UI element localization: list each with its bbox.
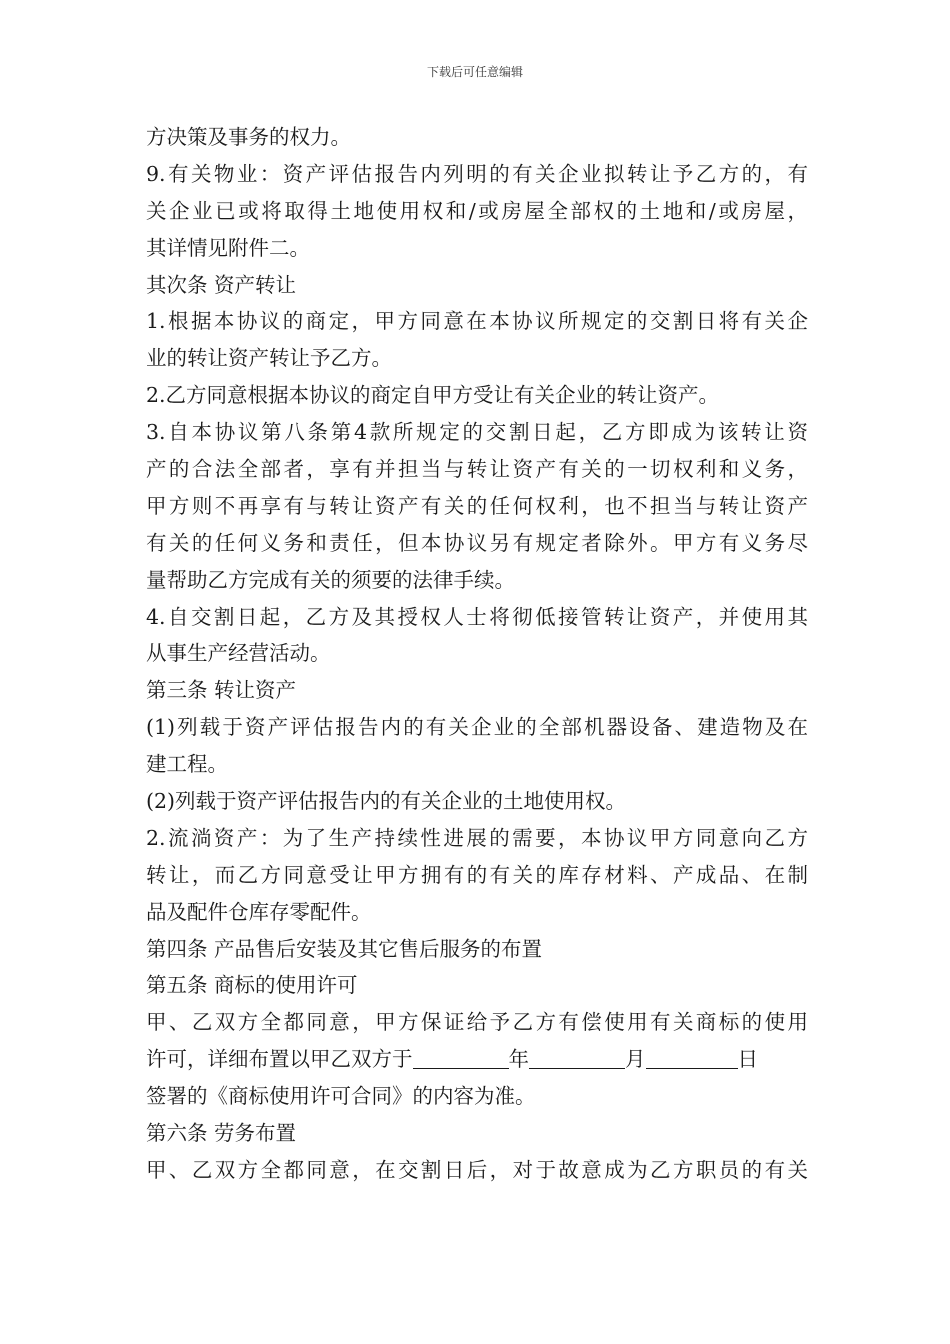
day-blank: [646, 1046, 738, 1069]
text-line-20: 2.流淌资产：为了生产持续性进展的需要，本协议甲方同意向乙方: [146, 825, 808, 850]
section-heading-6: 第六条 劳务布置: [146, 1121, 297, 1146]
page-header-note: 下载后可任意编辑: [426, 65, 523, 79]
text-line-10: 产的合法全部者，享有并担当与转让资产有关的一切权利和义务，: [146, 457, 808, 482]
text-line-4: 其详情见附件二。: [146, 235, 310, 260]
text-line-12: 有关的任何义务和责任，但本协议另有规定者除外。甲方有义务尽: [146, 530, 808, 555]
text-line-3: 关企业已或将取得土地使用权和/或房屋全部权的土地和/或房屋，: [146, 198, 808, 223]
text-line-21: 转让，而乙方同意受让甲方拥有的有关的库存材料、产成品、在制: [146, 862, 808, 887]
license-line-prefix: 许可，详细布置以甲乙双方于: [146, 1047, 413, 1072]
text-line-15: 从事生产经营活动。: [146, 641, 331, 666]
section-heading-3: 第三条 转让资产: [146, 678, 297, 703]
text-line-13: 量帮助乙方完成有关的须要的法律手续。: [146, 567, 515, 592]
year-blank: [413, 1046, 509, 1069]
text-line-2: 9.有关物业：资产评估报告内列明的有关企业拟转让予乙方的，有: [146, 161, 808, 186]
text-line-17: (1)列载于资产评估报告内的有关企业的全部机器设备、建造物及在: [146, 715, 808, 740]
text-line-22: 品及配件仓库存零配件。: [146, 899, 372, 924]
year-label: 年: [508, 1047, 529, 1072]
text-line-19: (2)列载于资产评估报告内的有关企业的土地使用权。: [146, 789, 627, 814]
month-blank: [529, 1046, 625, 1069]
month-label: 月: [625, 1047, 646, 1072]
text-line-27: 签署的《商标使用许可合同》的内容为准。: [146, 1084, 536, 1109]
section-heading-2: 其次条 资产转让: [146, 272, 297, 297]
text-line-6: 1.根据本协议的商定，甲方同意在本协议所规定的交割日将有关企: [146, 309, 808, 334]
text-line-9: 3.自本协议第八条第4款所规定的交割日起，乙方即成为该转让资: [146, 420, 808, 445]
document-body: [146, 119, 808, 1189]
text-line-1: 方决策及事务的权力。: [146, 125, 351, 149]
text-line-25: 甲、乙双方全都同意，甲方保证给予乙方有偿使用有关商标的使用: [146, 1010, 808, 1035]
text-line-14: 4.自交割日起，乙方及其授权人士将彻低接管转让资产，并使用其: [146, 604, 808, 629]
text-line-18: 建工程。: [146, 752, 228, 777]
day-label: 日: [737, 1047, 758, 1072]
section-heading-4: 第四条 产品售后安装及其它售后服务的布置: [146, 936, 543, 961]
license-date-line: [146, 1041, 808, 1078]
text-line-7: 业的转让资产转让予乙方。: [146, 346, 392, 371]
text-line-29: 甲、乙双方全都同意，在交割日后，对于故意成为乙方职员的有关: [146, 1157, 808, 1182]
text-line-8: 2.乙方同意根据本协议的商定自甲方受让有关企业的转让资产。: [146, 383, 720, 408]
text-line-11: 甲方则不再享有与转让资产有关的任何权利，也不担当与转让资产: [146, 493, 808, 518]
section-heading-5: 第五条 商标的使用许可: [146, 973, 358, 998]
